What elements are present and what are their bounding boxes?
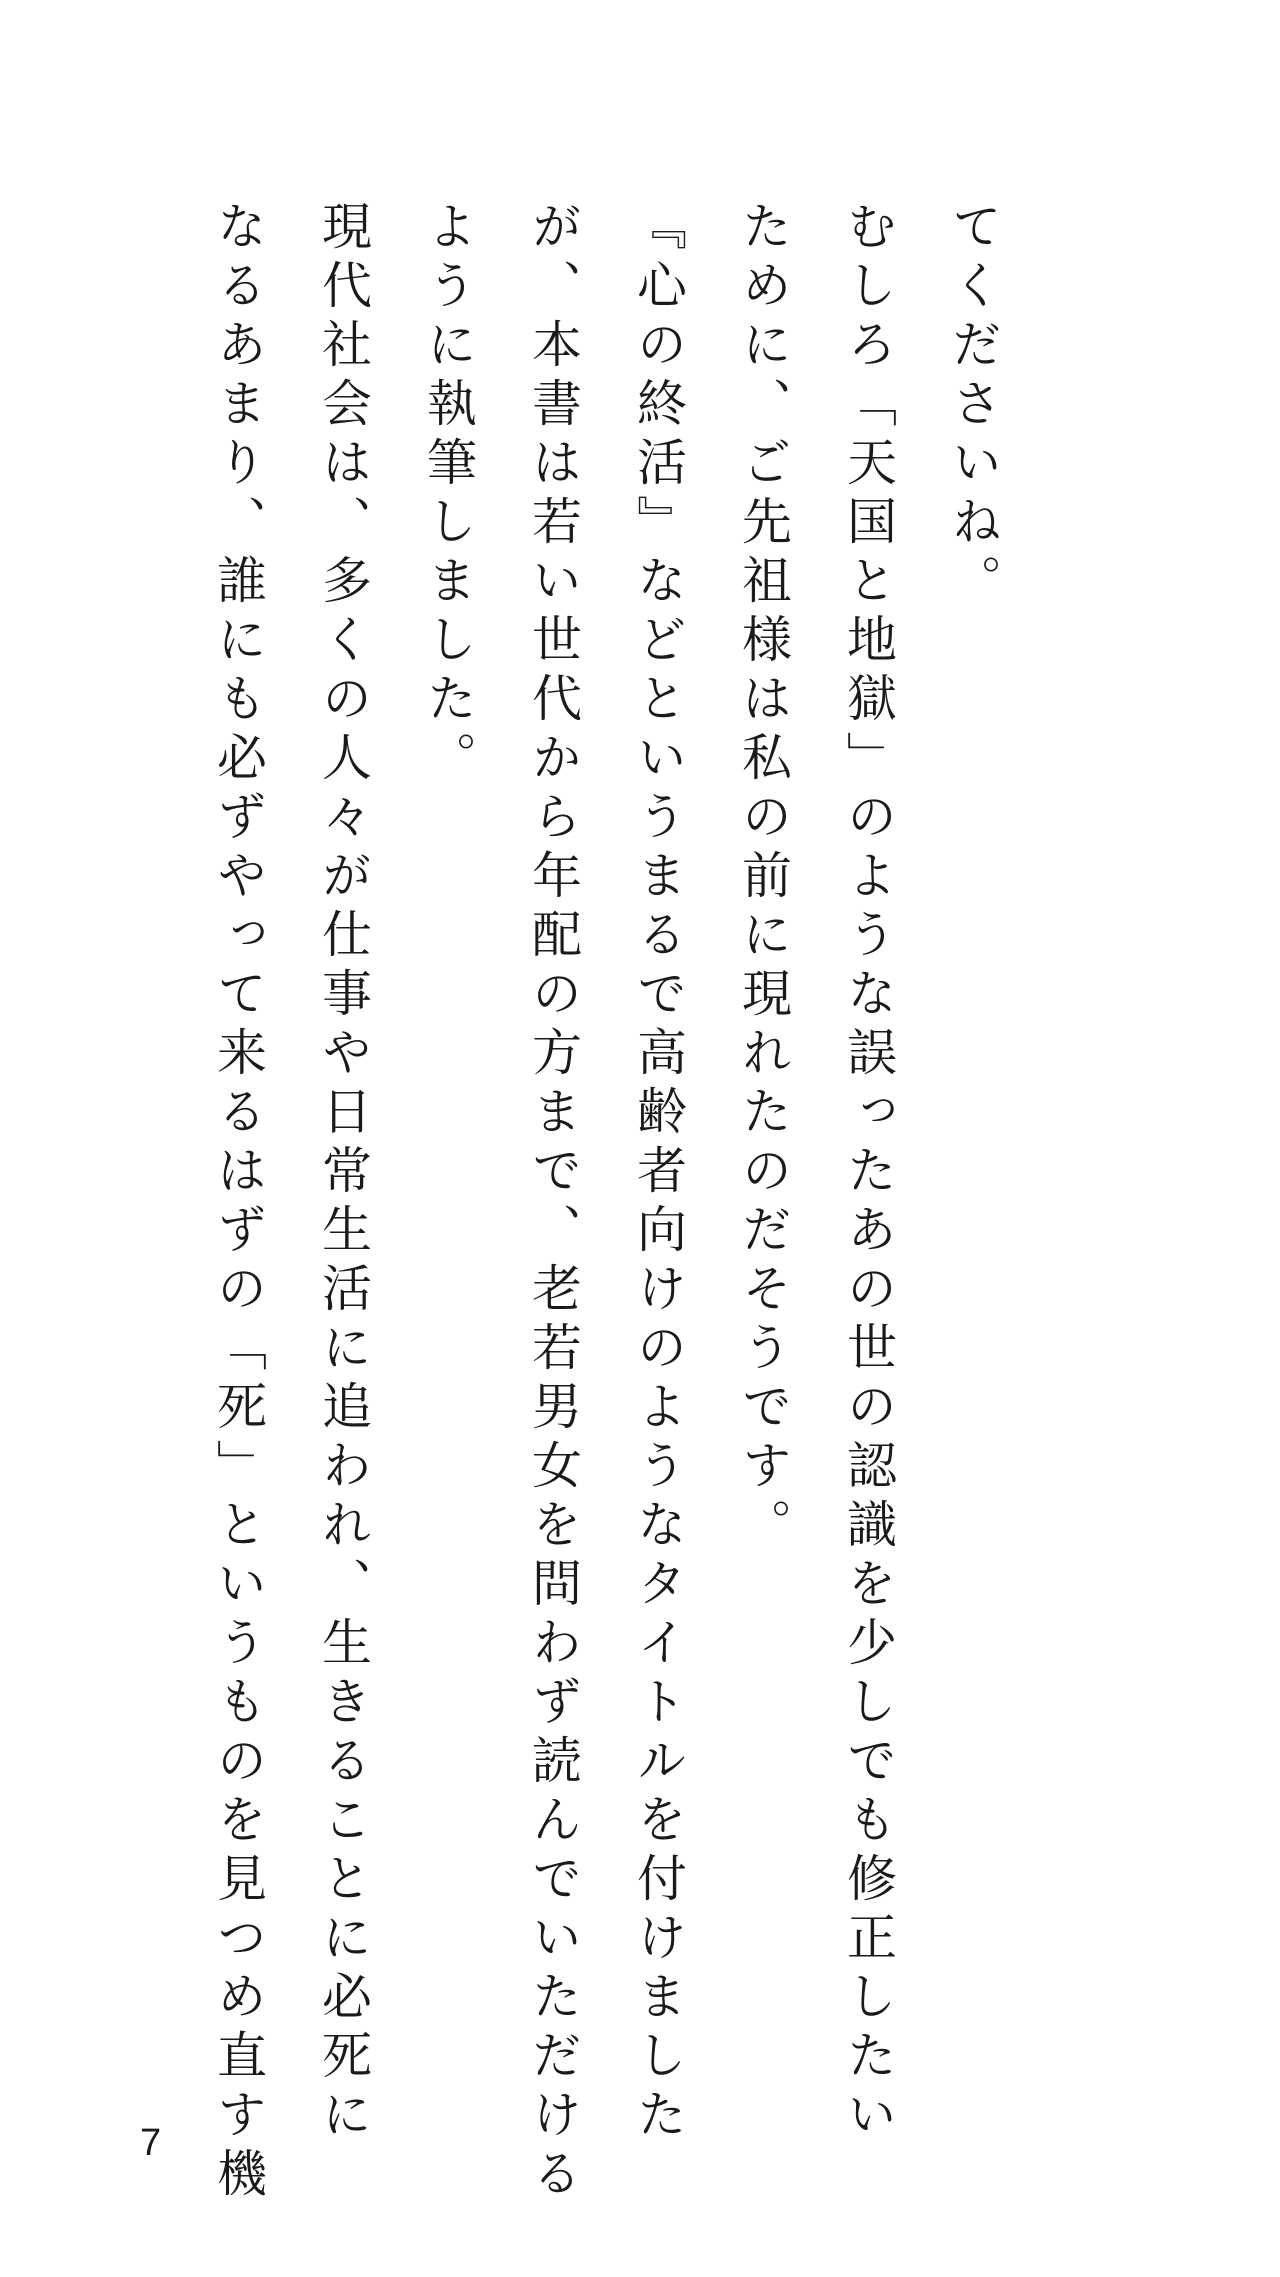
text-line: なるあまり、誰にも必ずやって来るはずの「死」というものを見つめ直す機: [209, 200, 267, 2206]
text-line: が、本書は若い世代から年配の方まで、老若男女を問わず読んでいただける: [524, 200, 582, 2206]
page-number: 7: [140, 2122, 162, 2164]
text-line: 現代社会は、多くの人々が仕事や日常生活に追われ、生きることに必死に: [314, 200, 372, 2147]
vertical-body-text: [185, 200, 1025, 2206]
text-line: むしろ「天国と地獄」のような誤ったあの世の認識を少しでも修正したい: [839, 200, 897, 2147]
text-line: 『心の終活』などというまるで高齢者向けのようなタイトルを付けました: [629, 200, 687, 2147]
text-line: ように執筆しました。: [419, 200, 477, 790]
text-line: てくださいね。: [944, 200, 1002, 613]
text-line: ために、ご先祖様は私の前に現れたのだそうです。: [734, 200, 792, 1557]
